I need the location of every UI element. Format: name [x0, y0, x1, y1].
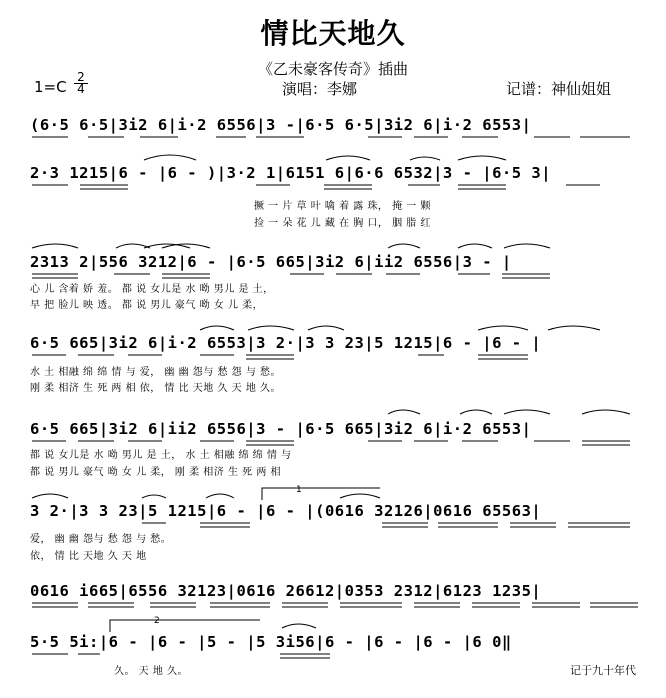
- lyric-line-2b: 捡 一 朵 花 儿 藏 在 胸 口， 胭 脂 红: [254, 218, 431, 229]
- singer-credit: 演唱：李娜: [282, 80, 358, 98]
- key-signature: 1=C: [34, 78, 67, 96]
- lyric-line-2a: 撅 一 片 草 叶 噙 着 露 珠， 掩 一 颗: [254, 201, 431, 212]
- song-subtitle: 《乙未豪客传奇》插曲: [257, 60, 408, 78]
- lyric-line-6a: 爱， 幽 幽 怨与 愁 怨 与 愁。: [30, 534, 172, 545]
- score-line-6: 3 2·|3 3 23|5 1215|6 - |6 - |(0616 32126|0616 65563|: [30, 502, 542, 520]
- score-line-2: 2·3 1215|6 - |6 - )|3·2 1|6151 6|6·6 6532|3 - |6·5 3|: [30, 164, 552, 182]
- lyric-line-3b: 早 把 脸儿 映 透。 都 说 男儿 豪气 呦 女 儿 柔，: [30, 300, 264, 311]
- lyric-line-3a: 心 儿 含着 娇 羞。 都 说 女儿是 水 呦 男儿 是 土，: [30, 284, 274, 295]
- score-line-8: 5·5 5i:|6 - |6 - |5 - |5 3i56|6 - |6 - |6 - |6 0‖: [30, 633, 512, 651]
- score-line-7: 0616 i665|6556 32123|0616 26612|0353 2312|6123 1235|: [30, 582, 542, 600]
- lyric-line-8: 久。 天 地 久。: [114, 666, 189, 677]
- lyric-line-6b: 依， 情 比 天地 久 天 地: [30, 551, 147, 562]
- score-line-3: 2313 2|556 3212|6 - |6·5 665|3i2 6|ii2 6556|3 - |: [30, 253, 512, 271]
- score-line-4: 6·5 665|3i2 6|i·2 6553|3 2·|3 3 23|5 1215|6 - |6 - |: [30, 334, 542, 352]
- score-line-5: 6·5 665|3i2 6|ii2 6556|3 - |6·5 665|3i2 6|i·2 6553|: [30, 420, 532, 438]
- time-sig-bottom: 4: [77, 82, 85, 96]
- volta-1-label: 1: [296, 485, 302, 495]
- lyric-line-4b: 刚 柔 相济 生 死 两 相 依， 情 比 天地 久 天 地 久。: [30, 383, 282, 394]
- transcriber-credit: 记谱：神仙姐姐: [506, 80, 612, 98]
- time-sig-top: 2: [77, 70, 85, 84]
- lyric-line-4a: 水 土 相融 绵 绵 情 与 爱， 幽 幽 怨与 愁 怨 与 愁。: [30, 367, 282, 378]
- volta-2-label: 2: [154, 616, 160, 626]
- song-title: 情比天地久: [260, 17, 406, 50]
- transcription-note: 记于九十年代: [570, 664, 636, 677]
- lyric-line-5b: 都 说 男儿 豪气 呦 女 儿 柔， 刚 柔 相济 生 死 两 相: [30, 467, 282, 478]
- score-line-1: (6·5 6·5|3i2 6|i·2 6556|3 -|6·5 6·5|3i2 6|i·2 6553|: [30, 116, 532, 134]
- lyric-line-5a: 都 说 女儿是 水 呦 男儿 是 土， 水 土 相融 绵 绵 情 与: [30, 450, 292, 461]
